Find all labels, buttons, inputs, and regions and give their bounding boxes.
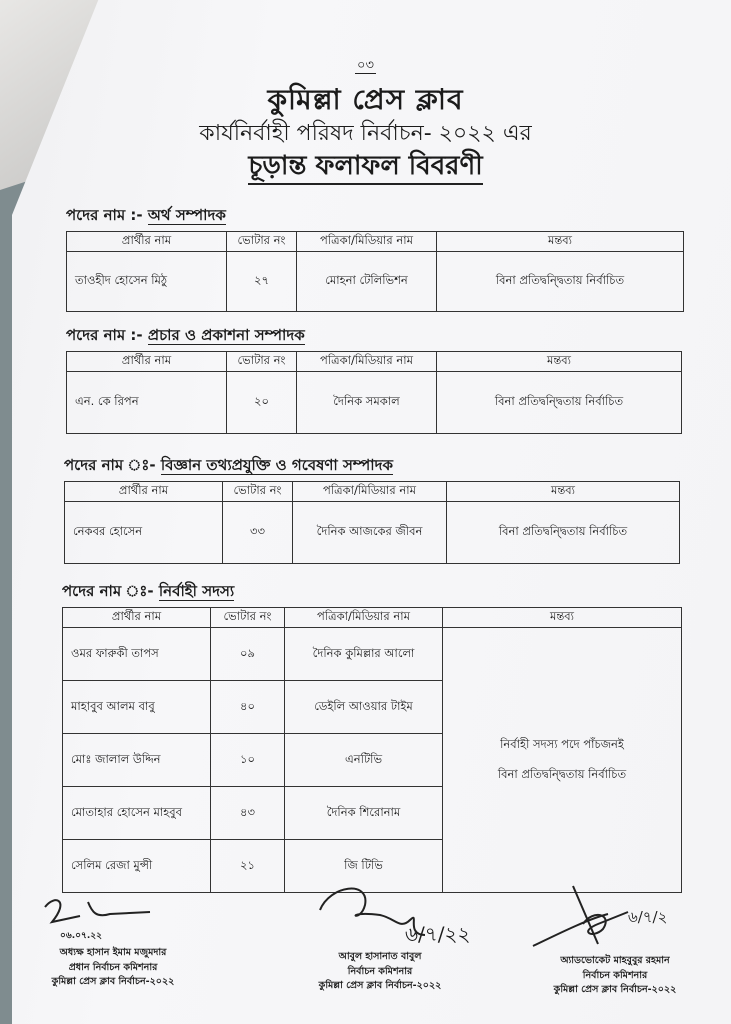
table-header-row [67, 352, 682, 372]
post-title: পদের নাম ঃ- বিজ্ঞান তথ্যপ্রযুক্তি ও গবেষণা সম্পাদক [64, 456, 394, 474]
remarks-line-2: বিনা প্রতিদ্বন্দ্বিতায় নির্বাচিত [497, 767, 627, 781]
voter-no: ২৭ [227, 252, 297, 312]
signature-date-1: ০৬.০৭.২২ [60, 931, 102, 941]
media-name: মোহনা টেলিভিশন [297, 252, 437, 312]
header-voter-no: ভোটার নং [211, 608, 285, 628]
signatory-org: কুমিল্লা প্রেস ক্লাব নির্বাচন-২০২২ [51, 976, 175, 988]
signatory-name: অধ্যক্ষ হাসান ইমাম মজুমদার [59, 947, 167, 958]
signatory-role: নির্বাচন কমিশনার [582, 969, 648, 981]
voter-no: ২১ [211, 840, 285, 893]
report-title: চূড়ান্ত ফলাফল বিবরণী [0, 145, 731, 189]
media-name: জি টিভি [285, 840, 443, 893]
voter-no: ৪৩ [211, 787, 285, 840]
section-publicity-secretary [66, 324, 682, 434]
header-candidate: প্রার্থীর নাম [63, 608, 211, 628]
header-remarks: মন্তব্য [437, 352, 682, 372]
remarks-line-1: নির্বাহী সদস্য পদে পাঁচজনই [500, 737, 624, 752]
results-table [64, 481, 680, 564]
header-voter-no: ভোটার নং [227, 232, 297, 252]
signature-date-2: ৬/৭/২২ [405, 922, 471, 946]
table-header-row [65, 482, 680, 502]
remarks: বিনা প্রতিদ্বন্দ্বিতায় নির্বাচিত [447, 502, 680, 564]
page-number: ০৩ [357, 58, 374, 73]
signature-scrawl-1 [40, 892, 160, 932]
results-table [66, 351, 682, 434]
section-finance-secretary [66, 204, 684, 312]
section-executive-members [62, 580, 682, 893]
header-remarks: মন্তব্য [443, 608, 682, 628]
signatory-name: অ্যাডভোকেট মাহবুবুর রহমান [560, 955, 670, 966]
signatory-name: আবুল হাসানাত বাবুল [338, 951, 422, 962]
table-row [67, 372, 682, 434]
candidate-name: মোতাহার হোসেন মাহবুব [63, 787, 211, 840]
table-row [67, 252, 684, 312]
table-row [63, 628, 682, 681]
table-header-row [67, 232, 684, 252]
voter-no: ৪০ [211, 681, 285, 734]
header-candidate: প্রার্থীর নাম [67, 352, 227, 372]
voter-no: ২০ [227, 372, 297, 434]
header-candidate: প্রার্থীর নাম [65, 482, 223, 502]
header-remarks: মন্তব্য [447, 482, 680, 502]
media-name: দৈনিক সমকাল [297, 372, 437, 434]
voter-no: ০৯ [211, 628, 285, 681]
signature-block-commissioner-1 [290, 950, 470, 994]
media-name: দৈনিক শিরোনাম [285, 787, 443, 840]
post-title: পদের নাম ঃ- নির্বাহী সদস্য [62, 582, 235, 600]
post-title: পদের নাম :- অর্থ সম্পাদক [66, 206, 226, 224]
header-media: পত্রিকা/মিডিয়ার নাম [297, 232, 437, 252]
table-row [65, 502, 680, 564]
header-voter-no: ভোটার নং [223, 482, 293, 502]
signatory-org: কুমিল্লা প্রেস ক্লাব নির্বাচন-২০২২ [553, 984, 677, 996]
voter-no: ১০ [211, 734, 285, 787]
remarks-merged [443, 628, 682, 893]
post-title: পদের নাম :- প্রচার ও প্রকাশনা সম্পাদক [66, 326, 305, 344]
remarks: বিনা প্রতিদ্বন্দ্বিতায় নির্বাচিত [437, 372, 682, 434]
header-candidate: প্রার্থীর নাম [67, 232, 227, 252]
candidate-name: মাহাবুব আলম বাবু [63, 681, 211, 734]
signature-scrawl-3 [528, 884, 638, 954]
media-name: ডেইলি আওয়ার টাইম [285, 681, 443, 734]
media-name: এনটিভি [285, 734, 443, 787]
signature-block-chief-commissioner [28, 946, 198, 990]
candidate-name: এন. কে রিপন [67, 372, 227, 434]
results-table [62, 607, 682, 893]
signatory-org: কুমিল্লা প্রেস ক্লাব নির্বাচন-২০২২ [318, 980, 442, 992]
header-voter-no: ভোটার নং [227, 352, 297, 372]
remarks: বিনা প্রতিদ্বন্দ্বিতায় নির্বাচিত [437, 252, 684, 312]
header-remarks: মন্তব্য [437, 232, 684, 252]
section-science-ict-secretary [64, 454, 680, 564]
header-media: পত্রিকা/মিডিয়ার নাম [293, 482, 447, 502]
media-name: দৈনিক কুমিল্লার আলো [285, 628, 443, 681]
header-media: পত্রিকা/মিডিয়ার নাম [285, 608, 443, 628]
election-title: কার্যনির্বাহী পরিষদ নির্বাচন- ২০২২ এর [199, 121, 532, 146]
media-name: দৈনিক আজকের জীবন [293, 502, 447, 564]
candidate-name: নেকবর হোসেন [65, 502, 223, 564]
voter-no: ৩৩ [223, 502, 293, 564]
signatory-role: নির্বাচন কমিশনার [347, 965, 413, 977]
club-name: কুমিল্লা প্রেস ক্লাব [267, 83, 464, 116]
signature-date-3: ৬/৭/২ [628, 908, 668, 926]
results-table [66, 231, 684, 312]
header-media: পত্রিকা/মিডিয়ার নাম [297, 352, 437, 372]
signature-block-commissioner-2 [520, 954, 710, 998]
candidate-name: ওমর ফারুকী তাপস [63, 628, 211, 681]
table-header-row [63, 608, 682, 628]
candidate-name: মোঃ জালাল উদ্দিন [63, 734, 211, 787]
candidate-name: তাওহীদ হোসেন মিঠু [67, 252, 227, 312]
candidate-name: সেলিম রেজা মুন্সী [63, 840, 211, 893]
signatory-role: প্রধান নির্বাচন কমিশনার [68, 961, 158, 973]
